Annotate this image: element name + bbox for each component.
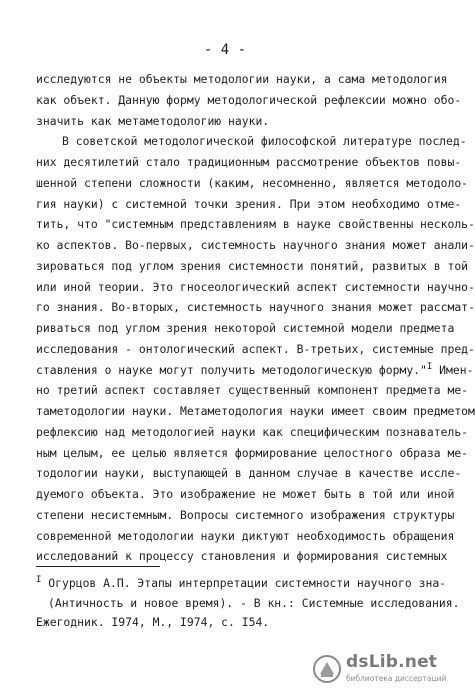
text-line: риваться под углом зрения некоторой системной модели предмета xyxy=(36,321,455,335)
text-line: исследуются не объекты методологии науки, а сама методология xyxy=(36,72,448,86)
footnote-divider xyxy=(36,566,160,567)
text-line: таметодологии науки. Метаметодология науки имеет своим предметом xyxy=(36,404,475,418)
text-line: гия науки) с системной точки зрения. При этом необходимо отме- xyxy=(36,196,462,211)
footnote-number: I xyxy=(36,575,42,585)
text-line: го знания. Во-вторых, системность научного знания может рассмат- xyxy=(36,300,475,315)
text-line: шенной степени сложности (каким, несомненно, является методоло- xyxy=(36,175,469,190)
text-line: них десятилетий стало традиционным рассмотрение объектов повы- xyxy=(36,155,462,169)
body-text xyxy=(36,69,475,567)
footnote-reference[interactable]: I xyxy=(426,361,433,372)
text-line: значить как метаметодологию науки. xyxy=(36,113,270,128)
text-line: исследования - онтологический аспект. В-третьих, системные пред- xyxy=(36,341,475,356)
text-line: или иной теории. Это гносеологический аспект системности научно- xyxy=(36,279,475,294)
text-line: исследований к процессу становления и формирования системных xyxy=(36,549,448,564)
text-line-with-footnote-ref xyxy=(36,360,474,381)
text-line: современной методологии науки диктуют необходимость обращения xyxy=(36,528,455,543)
text-line: ным целым, ее целью является формирование целостного образа ме- xyxy=(36,445,469,460)
footnote-line: (Античность и новое время). - В кн.: Системные исследования. xyxy=(48,595,460,610)
text-line: но третий аспект составляет существенный компонент предмета ме- xyxy=(36,383,469,398)
footnote-line xyxy=(36,574,447,594)
footnote-text: Огурцов А.П. Этапы интерпретации системности научного зна- xyxy=(41,576,447,590)
page-number: - 4 - xyxy=(203,42,247,58)
library-logo-icon xyxy=(312,654,342,684)
paragraph-start-line: В советской методологической философской литературе послед- xyxy=(62,134,467,149)
text-line: как объект. Данную форму методологической рефлексии можно обо- xyxy=(36,92,462,107)
text-line: тодологии науки, выступающей в данном случае в качестве иссле- xyxy=(36,466,462,481)
footnote-block xyxy=(36,574,460,633)
watermark-title: dsLib.net xyxy=(346,652,438,672)
footnote-line: Ежегодник. I974, М., I974, с. I54. xyxy=(36,615,270,629)
text-line: тить, что "системным представлениям в науке свойственны несколь- xyxy=(36,217,475,232)
text-line-tail: Имен- xyxy=(432,362,474,377)
text-line: степени несистемным. Вопросы системного изображения структуры xyxy=(36,507,455,522)
watermark-subtitle: библиотека диссертаций xyxy=(346,674,447,683)
watermark xyxy=(312,652,447,688)
text-line-main: ставления о науке могут получить методологическую форму." xyxy=(36,362,427,377)
text-line: рефлексию над методологией науки как специфическим познаватель- xyxy=(36,424,469,439)
text-line: зироваться под углом зрения системности понятий, развитых в той xyxy=(36,258,469,273)
text-line: дуемого объекта. Это изображение не может быть в той или иной xyxy=(36,487,455,501)
text-line: ко аспектов. Во-первых, системность научного знания может анали- xyxy=(36,238,475,252)
